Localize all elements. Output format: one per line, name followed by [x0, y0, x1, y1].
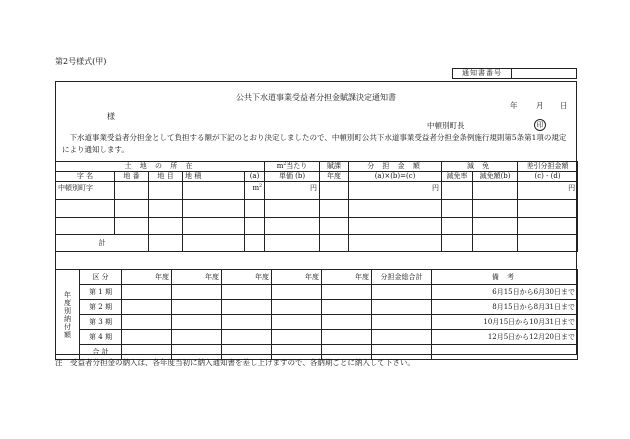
period-3-label: 第 3 期: [80, 315, 122, 330]
col-nendo-2: 年度: [172, 270, 222, 285]
col-a: (a): [245, 172, 265, 182]
grand-total-label: 合 計: [80, 345, 122, 360]
unit-yen-net: 円: [518, 182, 578, 200]
header-price-per-m2: $m^2$当たり: [265, 162, 320, 172]
col-reduction-rate: 減免率: [442, 172, 473, 182]
date-month: 月: [536, 101, 544, 110]
date-year: 年: [510, 101, 518, 110]
schedule-row: [56, 315, 578, 330]
schedule-side-label: 年度別納付額: [56, 270, 80, 360]
form-number-label: 第2号様式(甲): [55, 57, 107, 66]
land-table: [55, 161, 578, 252]
col-kubun: 区 分: [80, 270, 122, 285]
reduction-rate-cell[interactable]: [442, 182, 473, 200]
table-row: [56, 218, 578, 235]
unit-yen-price: 円: [265, 182, 320, 200]
col-remarks: 備 考: [432, 270, 578, 285]
period-2-remark: 8月15日から8月31日まで: [432, 300, 578, 315]
col-reduction-amount: 減免額(b): [473, 172, 518, 182]
table-row: [56, 182, 578, 200]
col-chiseki: 地 積: [183, 172, 245, 182]
col-share-formula: (a)×(b)=(c): [349, 172, 442, 182]
header-levy: 賦課: [320, 162, 349, 172]
total-row: [56, 235, 578, 252]
issuer-name: 中頓別町長: [427, 121, 465, 130]
chiseki-cell[interactable]: [183, 182, 245, 200]
period-4-label: 第 4 期: [80, 330, 122, 345]
col-nendo-1: 年度: [122, 270, 172, 285]
header-share-amount: 分 担 金 額: [349, 162, 442, 172]
chimoku-cell[interactable]: [149, 182, 183, 200]
col-aza: 字 名: [56, 172, 115, 182]
levy-year-cell[interactable]: [320, 182, 349, 200]
addressee-suffix: 様: [107, 112, 115, 121]
document-title: 公共下水道事業受益者分担金賦課決定通知書: [236, 93, 396, 102]
header-net-amount: 差引分担金額: [518, 162, 578, 172]
seal-mark: 印: [534, 119, 546, 131]
table-row: [56, 200, 578, 218]
col-nendo-3: 年度: [222, 270, 272, 285]
unit-yen-share: 円: [349, 182, 442, 200]
col-nendo-5: 年度: [322, 270, 372, 285]
notice-number-label: 通知書番号: [453, 69, 512, 78]
reduction-amount-cell[interactable]: [473, 182, 518, 200]
header-land-location: 土 地 の 所 在: [56, 162, 265, 172]
row-aza-cell: 中頓別町字: [56, 182, 115, 200]
col-net-formula: (c) - (d): [518, 172, 578, 182]
period-4-remark: 12月5日から12月20日まで: [432, 330, 578, 345]
payment-schedule-table: [55, 269, 578, 360]
period-2-label: 第 2 期: [80, 300, 122, 315]
schedule-row: [56, 300, 578, 315]
col-total: 分担金総合計: [372, 270, 432, 285]
schedule-row: [56, 330, 578, 345]
header-reduction: 減 免: [442, 162, 518, 172]
date-day: 日: [560, 101, 568, 110]
col-chimoku: 地 目: [149, 172, 183, 182]
unit-m2: $m^2$: [245, 182, 265, 200]
col-levy-year: 年度: [320, 172, 349, 182]
notice-number-box: [452, 68, 577, 79]
period-1-remark: 6月15日から6月30日まで: [432, 285, 578, 300]
period-1-label: 第 1 期: [80, 285, 122, 300]
footnote: 注 受益者分担金の納入は、各年度当初に納入通知書を差し上げますので、各納期ごとに納入して下さい。: [55, 358, 415, 367]
chiban-cell[interactable]: [115, 182, 149, 200]
col-unit-price: 単価 (b): [265, 172, 320, 182]
col-chiban: 地 番: [115, 172, 149, 182]
total-label: 計: [56, 235, 149, 252]
col-nendo-4: 年度: [272, 270, 322, 285]
period-3-remark: 10月15日から10月31日まで: [432, 315, 578, 330]
schedule-row: [56, 285, 578, 300]
notice-body-text: 下水道事業受益者分担金として負担する額が下記のとおり決定しましたので、中頓別町公共下水道事業受益者分担金条例施行規則第5条第1項の規定により通知します。: [62, 133, 567, 154]
